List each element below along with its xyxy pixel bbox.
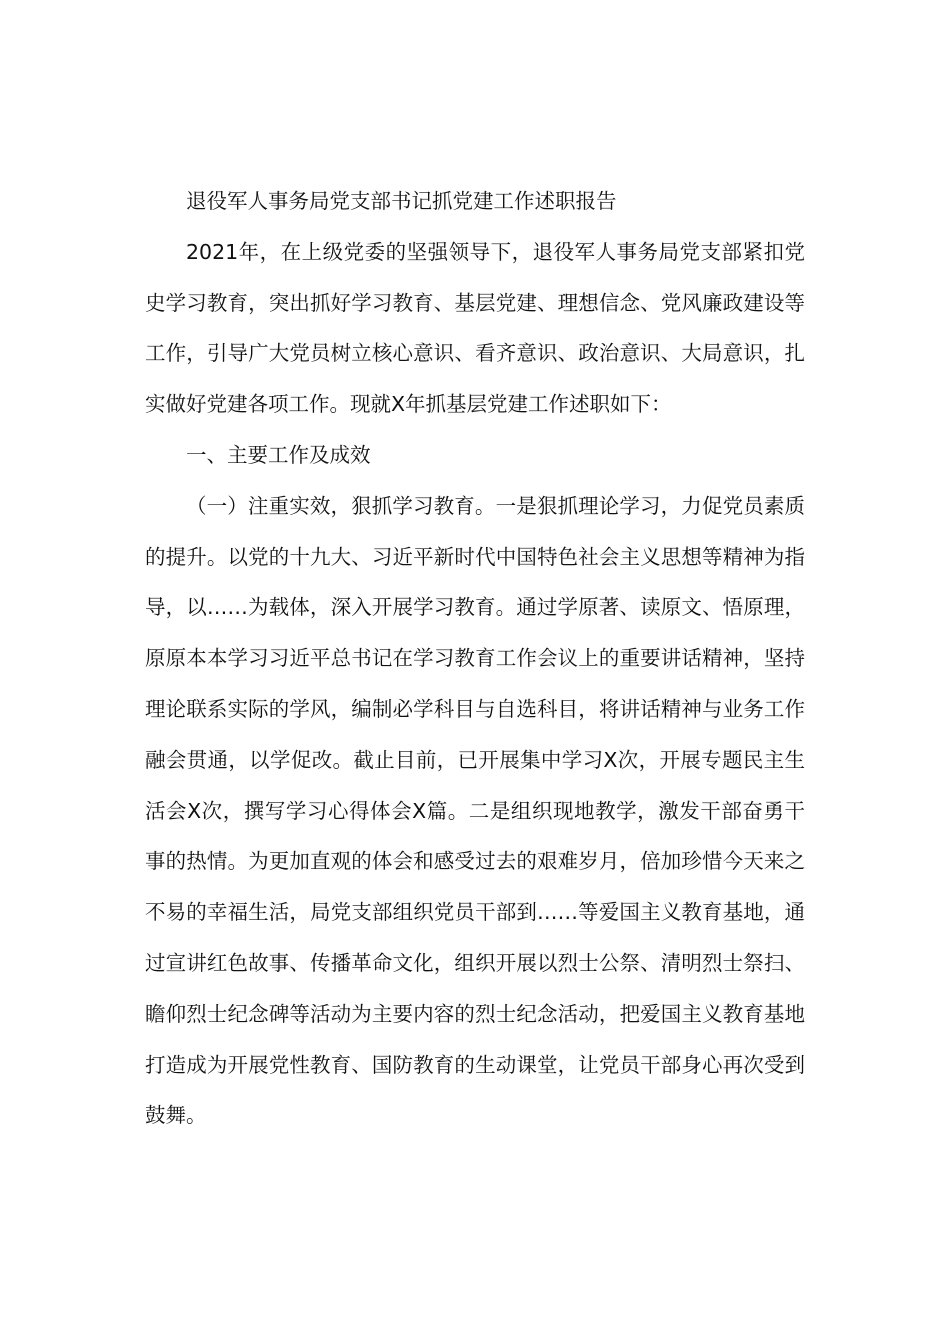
document-title: 退役军人事务局党支部书记抓党建工作述职报告 [186,189,617,213]
section-paragraph: （一）注重实效，狠抓学习教育。一是狠抓理论学习，力促党员素质的提升。以党的十九大、习近平新时代中国特色社会主义思想等精神为指导，以……为载体，深入开展学习教育。通过学原著、读原文、悟原理，原原本本学习习近平总书记在学习教育工作会议上的重要讲话精神，坚持理论联系实际的学风，编制必学科目与自选科目，将讲话精神与业务工作融会贯通，以学促改。截止目前，已开展集中学习X次，开展专题民主生活会X次，撰写学习心得体会X篇。二是组织现地教学，激发干部奋勇干事的热情。为更加直观的体会和感受过去的艰难岁月，倍加珍惜今天来之不易的幸福生活，局党支部组织党员干部到……等爱国主义教育基地，通过宣讲红色故事、传播革命文化，组织开展以烈士公祭、清明烈士祭扫、瞻仰烈士纪念碑等活动为主要内容的烈士纪念活动，把爱国主义教育基地打造成为开展党性教育、国防教育的生动课堂，让党员干部身心再次受到鼓舞。 [145,493,805,1128]
document-body [145,176,805,1141]
intro-paragraph: 2021年，在上级党委的坚强领导下，退役军人事务局党支部紧扣党史学习教育，突出抓好学习教育、基层党建、理想信念、党风廉政建设等工作，引导广大党员树立核心意识、看齐意识、政治意识、大局意识，扎实做好党建各项工作。现就X年抓基层党建工作述职如下： [145,239,805,417]
section-heading: 一、主要工作及成效 [186,442,371,467]
